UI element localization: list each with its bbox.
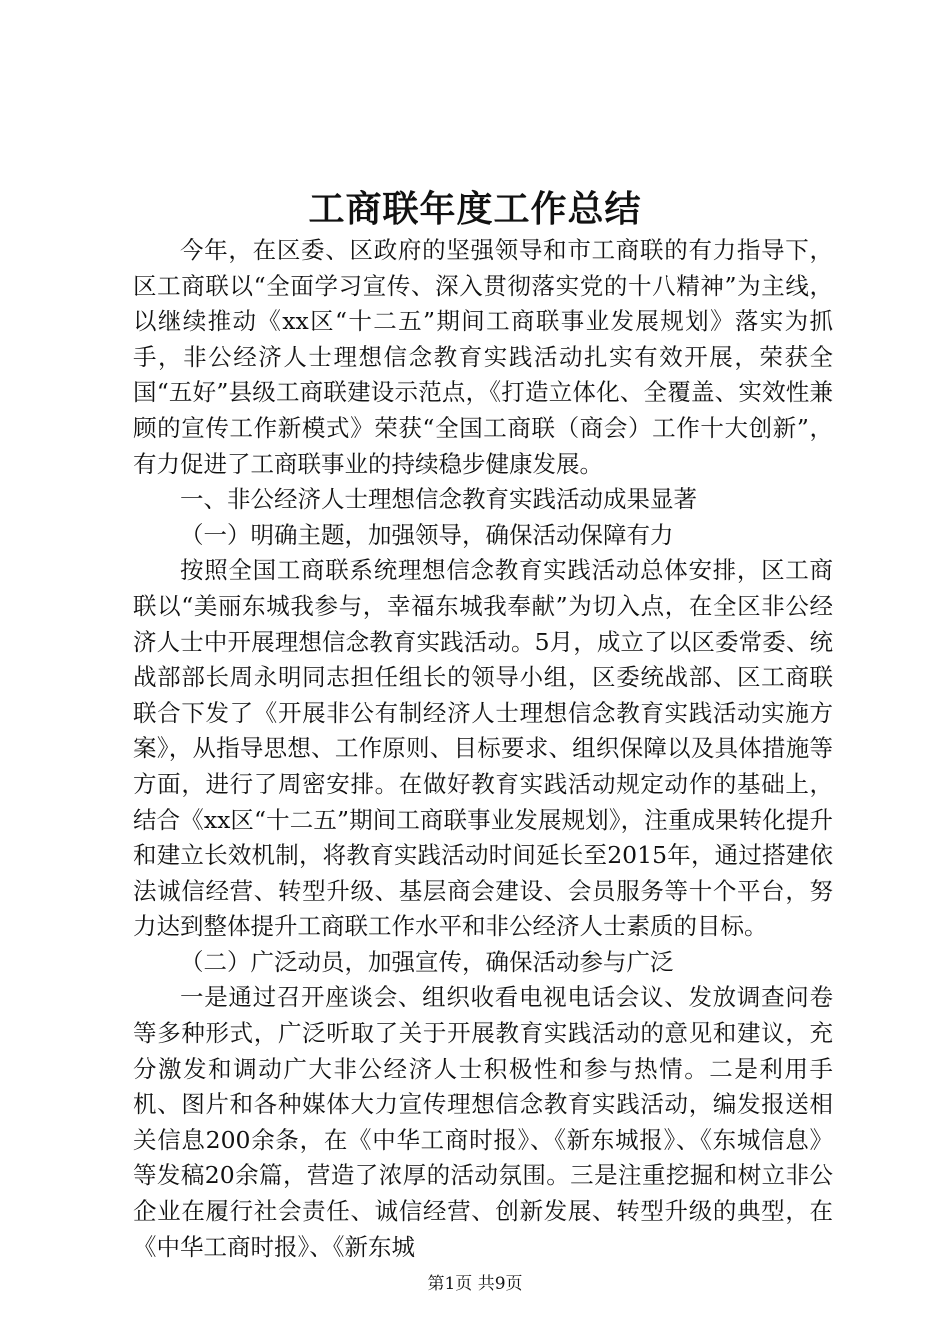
document-title: 工商联年度工作总结 <box>308 188 642 230</box>
document-body <box>133 233 833 1265</box>
paragraph-body: 按照全国工商联系统理想信念教育实践活动总体安排，区工商联以“美丽东城我参与，幸福东城我奉献”为切入点，在全区非公经济人士中开展理想信念教育实践活动。5月，成立了以区委常委、统战部部长周永明同志担任组长的领导小组，区委统战部、区工商联联合下发了《开展非公有制经济人士理想信念教育实践活动实施方案》，从指导思想、工作原则、目标要求、组织保障以及具体措施等方面，进行了周密安排。在做好教育实践活动规定动作的基础上，结合《xx区“十二五”期间工商联事业发展规划》，注重成果转化提升和建立长效机制，将教育实践活动时间延长至2015年，通过搭建依法诚信经营、转型升级、基层商会建设、会员服务等十个平台，努力达到整体提升工商联工作水平和非公经济人士素质的目标。 <box>133 556 833 941</box>
paragraph-body: 一是通过召开座谈会、组织收看电视电话会议、发放调查问卷等多种形式，广泛听取了关于开展教育实践活动的意见和建议，充分激发和调动广大非公经济人士积极性和参与热情。二是利用手机、图片和各种媒体大力宣传理想信念教育实践活动，编发报送相关信息200余条，在《中华工商时报》、《新东城报》、《东城信息》等发稿20余篇，营造了浓厚的活动氛围。三是注重挖掘和树立非公企业在履行社会责任、诚信经营、创新发展、转型升级的典型，在《中华工商时报》、《新东城 <box>133 983 833 1261</box>
paragraph-intro: 今年，在区委、区政府的坚强领导和市工商联的有力指导下，区工商联以“全面学习宣传、深入贯彻落实党的十八精神”为主线，以继续推动《xx区“十二五”期间工商联事业发展规划》落实为抓手，非公经济人士理想信念教育实践活动扎实有效开展，荣获全国“五好”县级工商联建设示范点，《打造立体化、全覆盖、实效性兼顾的宣传工作新模式》荣获“全国工商联（商会）工作十大创新”，有力促进了工商联事业的持续稳步健康发展。 <box>133 236 833 478</box>
subsection-heading-2: （二）广泛动员，加强宣传，确保活动参与广泛 <box>180 947 674 976</box>
section-heading-1: 一、非公经济人士理想信念教育实践活动成果显著 <box>180 485 697 514</box>
subsection-heading-1: （一）明确主题，加强领导，确保活动保障有力 <box>180 520 674 549</box>
page-number: 第1页 共9页 <box>427 1274 523 1294</box>
